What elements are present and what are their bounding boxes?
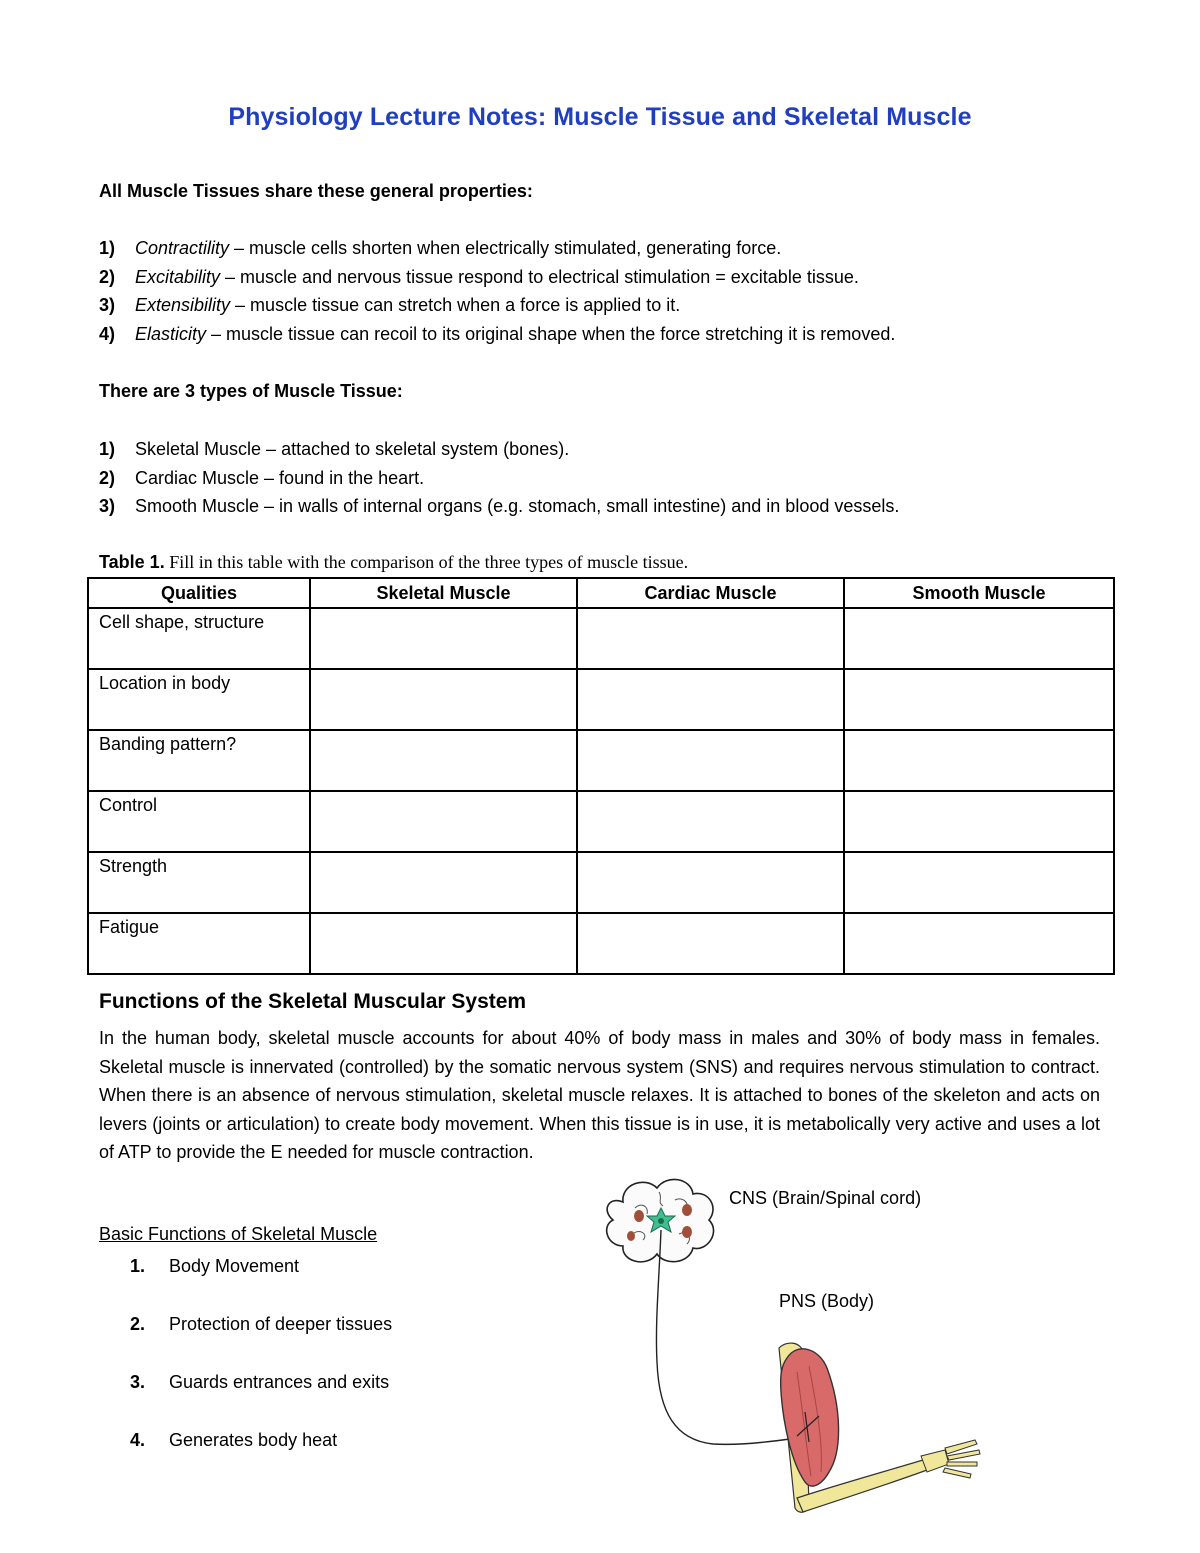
general-properties-heading: All Muscle Tissues share these general properties: [99, 181, 533, 201]
comparison-table [87, 577, 1115, 975]
basic-functions-list [130, 1252, 392, 1484]
list-item: 2) Excitability – muscle and nervous tissue respond to electrical stimulation = excitable tissue. [99, 266, 859, 287]
fill-in-cell[interactable] [310, 913, 577, 974]
fill-in-cell[interactable] [310, 791, 577, 852]
column-header: Smooth Muscle [844, 578, 1114, 608]
muscle-types-heading: There are 3 types of Muscle Tissue: [99, 381, 403, 401]
list-item: 1) Contractility – muscle cells shorten when electrically stimulated, generating force. [99, 238, 782, 258]
column-header: Cardiac Muscle [577, 578, 844, 608]
list-item: 2) Cardiac Muscle – found in the heart. [99, 467, 425, 488]
fill-in-cell[interactable] [577, 852, 844, 913]
quality-cell: Strength [88, 852, 310, 913]
list-item: 4) Elasticity – muscle tissue can recoil to its original shape when the force stretching it is removed. [99, 323, 896, 344]
list-item: 4. Generates body heat [130, 1430, 338, 1450]
fill-in-cell[interactable] [844, 608, 1114, 669]
list-item: 3. Guards entrances and exits [130, 1372, 390, 1392]
fill-in-cell[interactable] [577, 669, 844, 730]
table-row [88, 791, 1114, 852]
functions-paragraph: In the human body, skeletal muscle accounts for about 40% of body mass in males and 30% of body mass in females. Skeletal muscle is innervated (controlled) by the somatic nervous system (SNS) and requires nervous stimulation to contract. When there is an absence of nervous stimulation, skeletal muscle relaxes. It is attached to bones of the skeleton and acts on levers (joints or articulation) to create body movement. When this tissue is in use, it is metabolically very active and uses a lot of ATP to provide the E needed for muscle contraction. [99, 1028, 1100, 1162]
nerve-fiber-line [656, 1230, 797, 1444]
fill-in-cell[interactable] [844, 730, 1114, 791]
functions-heading: Functions of the Skeletal Muscular System [99, 990, 527, 1013]
table-header-row [88, 578, 1114, 608]
fill-in-cell[interactable] [310, 669, 577, 730]
column-header: Qualities [88, 578, 310, 608]
muscle-types-list [99, 435, 899, 521]
list-item: 2. Protection of deeper tissues [130, 1314, 393, 1334]
fill-in-cell[interactable] [844, 669, 1114, 730]
column-header: Skeletal Muscle [310, 578, 577, 608]
table-row [88, 669, 1114, 730]
fill-in-cell[interactable] [844, 791, 1114, 852]
quality-cell: Control [88, 791, 310, 852]
general-properties-list [99, 234, 895, 348]
fill-in-cell[interactable] [577, 730, 844, 791]
quality-cell: Fatigue [88, 913, 310, 974]
fill-in-cell[interactable] [844, 852, 1114, 913]
fill-in-cell[interactable] [844, 913, 1114, 974]
fill-in-cell[interactable] [577, 791, 844, 852]
quality-cell: Banding pattern? [88, 730, 310, 791]
fill-in-cell[interactable] [310, 608, 577, 669]
cns-label: CNS (Brain/Spinal cord) [729, 1188, 922, 1208]
quality-cell: Location in body [88, 669, 310, 730]
page-title: Physiology Lecture Notes: Muscle Tissue and Skeletal Muscle [228, 103, 972, 131]
table-caption: Table 1. Fill in this table with the comparison of the three types of muscle tissue. [99, 552, 689, 572]
basic-functions-subheading: Basic Functions of Skeletal Muscle [99, 1224, 378, 1244]
pns-label: PNS (Body) [779, 1291, 875, 1311]
fill-in-cell[interactable] [310, 730, 577, 791]
fill-in-cell[interactable] [577, 608, 844, 669]
hand-bones-icon [921, 1440, 980, 1478]
illustration-svg [583, 1172, 1003, 1522]
table-row [88, 608, 1114, 669]
table-row [88, 913, 1114, 974]
table-row [88, 730, 1114, 791]
nervous-muscle-illustration [583, 1172, 1003, 1522]
list-item: 1. Body Movement [130, 1256, 300, 1276]
fill-in-cell[interactable] [310, 852, 577, 913]
table-row [88, 852, 1114, 913]
list-item: 3) Extensibility – muscle tissue can stretch when a force is applied to it. [99, 295, 681, 315]
list-item: 1) Skeletal Muscle – attached to skeletal system (bones). [99, 439, 570, 459]
quality-cell: Cell shape, structure [88, 608, 310, 669]
list-item: 3) Smooth Muscle – in walls of internal organs (e.g. stomach, small intestine) and in blood vessels. [99, 496, 900, 516]
fill-in-cell[interactable] [577, 913, 844, 974]
